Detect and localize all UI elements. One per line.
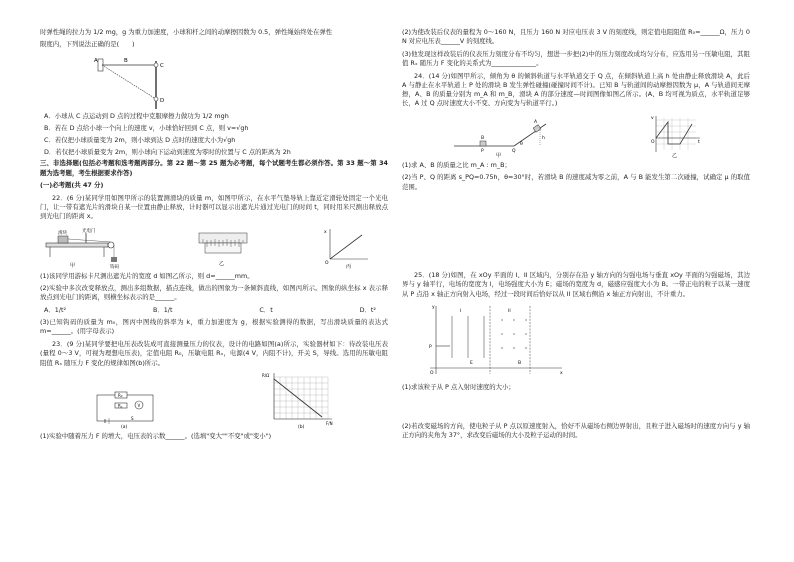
q25-text: 25．(18 分)如图，在 xOy 平面的 I、II 区域内，分别存在沿 y 轴方向的匀强电场与垂直 xOy 平面的匀强磁场，其边界与 y 轴平行，电场的宽度为 l，电场强度大小为 E；磁场的宽度为 d，磁感应强度大小为 B。一带正电的粒子以某一速度从 P 点沿 x 轴正方向射入电场，经过一段时间后恰好以从 II 区域右侧沿 x 轴正方向射出，不计重力。 [402, 271, 750, 298]
q21-option-d: D．若仅把小球质量变为 2m，则小球向下运动到速度为零时的位置与 C 点的距离为 2h [44, 147, 291, 156]
q21-figure [94, 53, 184, 109]
q24-figures [402, 112, 750, 158]
answer-space-24 [402, 195, 750, 271]
label-r0: R₀ [117, 392, 122, 398]
circuit-figure [91, 389, 161, 429]
air-track-figure [44, 227, 124, 269]
q21-intro-line2: 限度内，下列说法正确的是( ) [40, 40, 135, 49]
q23-part3: (3)他发现这样改装后的仪表压力刻度分布不均匀，想进一步把(2)中的压力刻度改成均匀分布，应选用另一压敏电阻，其阻值 Rₓ 随压力 F 变化的关系式为______________。 [402, 49, 750, 68]
label-x-axis-25: x [560, 371, 563, 377]
q23-part2: (2)为使改装后仪表的量程为 0～160 N，且压力 160 N 对应电压表 3 V 的刻度线，则定值电阻阻值 R₀=______Ω，压力 0 N 对应电压表______V 的刻度线。 [402, 28, 750, 46]
label-block: 滑块 [58, 230, 67, 236]
q21-option-b: B．若在 D 点给小球一个向上的速度 v，小球恰好回到 C 点，则 v=√gh [44, 123, 249, 132]
q24-part2: (2)当 P、Q 的距离 s_PQ=0.75h，θ=30°时，若滑块 B 的速度减为零之前，A 与 B 能发生第二次碰撞，试确定 μ 的取值范围。 [402, 173, 750, 191]
label-y-axis: y [432, 305, 435, 311]
q22-option-d: D．t² [359, 305, 376, 314]
label-photogate: 光电门 [82, 228, 96, 234]
label-fig-b: (b) [297, 424, 304, 429]
q22-options [40, 306, 388, 315]
label-t-axis: t [698, 139, 700, 145]
q24-text: 24．(14 分)如图甲所示，倾角为 θ 的倾斜轨道与水平轨道交于 Q 点，在倾斜轨道上高 h 处由静止释放滑块 A，此后 A 与静止在水平轨道上 P 处的滑块 B 发生弹性碰撞(碰撞时间不计)。已知 B 与轨道间的动摩擦因数为 μ，A 与轨道间无摩擦，A、B 的质量分别为 m_A 和 m_B，滑块 A 的部分速度—时间图像如图乙所示。(A、B 均可视为质点，水平轨道足够长，A 过 Q 点时速度大小不变、方向变为与轨道平行。) [402, 71, 750, 108]
fig-label-c: C [160, 62, 164, 69]
q25-part2: (2)若改变磁场的方向，使电粒子从 P 点以原速度射入，恰好不从磁场右侧边界射出，且粒子进入磁场时的速度方向与 y 轴正方向的夹角为 37°，求改变后磁场的大小及粒子运动的时间。 [402, 421, 750, 439]
field-region-diagram [426, 302, 566, 380]
label-point-q: Q [512, 148, 516, 154]
fig-label-b: B [124, 57, 128, 64]
answer-space-25 [402, 396, 750, 422]
label-fig-bing: 丙 [346, 263, 352, 269]
label-fig-a: (a) [120, 424, 127, 429]
q22-text: 22．(6 分)某同学用如图甲所示的装置测滑块的质量 m，如图甲所示，在水平气垫导轨上靠近定滑轮处固定一个光电门，让一带有遮光片的滑块自某一位置由静止释放，计时器可以显示出遮光片通过光电门的时间 t，同时用米尺测出释放点到光电门的距离 x。 [40, 193, 388, 221]
label-rx: Rₓ [117, 403, 123, 409]
label-fig-yi-24: 乙 [672, 152, 678, 158]
q22-part3: (3)已知钩码的质量为 m₀，图丙中图线的斜率为 k，重力加速度为 g，根据实验测得的数据，写出滑块质量的表达式 m=______。(用字母表示) [40, 318, 388, 336]
label-block-b: B [481, 135, 485, 141]
right-column [402, 28, 750, 443]
label-origin: O [325, 260, 329, 266]
label-origin-25: O [430, 371, 434, 377]
q22-figures [40, 225, 388, 269]
label-region-i: I [460, 309, 462, 315]
q21-option-c: C．若仅把小球质量变为 2m，则小球到达 D 点时的速度大小为√gh [44, 135, 236, 144]
label-height-h: h [542, 135, 545, 141]
label-field-e: E [470, 361, 473, 367]
resistance-force-graph [262, 371, 338, 429]
q23-text: 23．(9 分)某同学要把电压表改装成可直接测量压力的仪表，设计的电路如图(a)所示，实验器材如下：待改装电压表(量程 0～3 V，可视为理想电压表)，定值电阻 R₀，压敏电阻 Rₓ，电源(4 V，内阻不计)，开关 S，导线。选用的压敏电阻阻值 Rₓ 随压力 F 变化的规律如图(b)所示。 [40, 339, 388, 367]
label-hook-weight: 钩码 [110, 264, 119, 269]
q23-figures [40, 371, 388, 429]
label-angle-theta: θ [520, 141, 523, 147]
label-fig-yi: 乙 [219, 260, 225, 267]
left-column [40, 28, 388, 444]
label-point-p: P [481, 148, 484, 154]
q22-option-b: B．1/t [152, 305, 173, 314]
q21-intro-line1: 时弹性绳的拉力为 1/2 mg，g 为重力加速度，小球和杆之间的动摩擦因数为 0.5，弹性绳始终处在弹性 [40, 28, 333, 36]
label-v-axis: v [651, 115, 654, 121]
q22-option-c: C．t [259, 305, 273, 314]
fig-label-d: D [160, 97, 165, 104]
label-x-axis: x [324, 229, 327, 235]
q22-option-a: A．1/t² [44, 305, 67, 314]
label-r-axis: R/Ω [261, 372, 269, 378]
q22-part2: (2)实验中多次改变释放点，测出多组数据，描点连线，做出的图象为一条倾斜直线，如图丙所示。图象的纵坐标 x 表示释放点到光电门的距离，则横坐标表示的是______。 [40, 284, 388, 302]
velocity-time-graph [646, 114, 702, 158]
q23-part1: (1)实验中随着压力 F 的增大，电压表的示数______。(选填"变大""不变"或"变小") [40, 431, 272, 440]
label-block-a: A [534, 119, 538, 125]
q24-part1: (1)求 A、B 的质量之比 m_A : m_B； [402, 160, 511, 169]
q25-part1: (1)求该粒子从 P 点入射时速度的大小； [402, 383, 515, 392]
q25-figure [426, 302, 566, 380]
label-fig-jia-24: 甲 [496, 152, 502, 158]
label-origin-24: O [651, 139, 655, 145]
fig-label-a: A [94, 57, 98, 64]
section3-title: 三、非选择题(包括必考题和选考题两部分。第 22 题～第 25 题为必考题，每个试题考生都必须作答。第 33 题～第 34 题为选考题，考生根据要求作答) [40, 159, 388, 177]
incline-track-figure [450, 114, 550, 158]
label-field-b: B [518, 361, 522, 367]
x-graph-figure [322, 227, 370, 269]
section3-subtitle: (一)必考题(共 47 分) [40, 181, 104, 190]
rod-spring-diagram [94, 53, 184, 109]
label-fig-jia: 甲 [70, 262, 76, 269]
q21-option-a: A．小球从 C 点运动到 D 点的过程中克服摩擦力做功为 1/2 mgh [44, 111, 229, 120]
label-voltmeter: V [137, 402, 140, 408]
label-region-ii: II [508, 309, 511, 315]
vernier-caliper-figure [195, 227, 251, 269]
label-switch: S [130, 415, 134, 421]
label-f-axis: F/N [325, 420, 333, 426]
label-point-p-25: P [429, 345, 432, 351]
q22-part1: (1)该同学用游标卡尺测出遮光片的宽度 d 如图乙所示，则 d=______mm。 [40, 271, 254, 280]
